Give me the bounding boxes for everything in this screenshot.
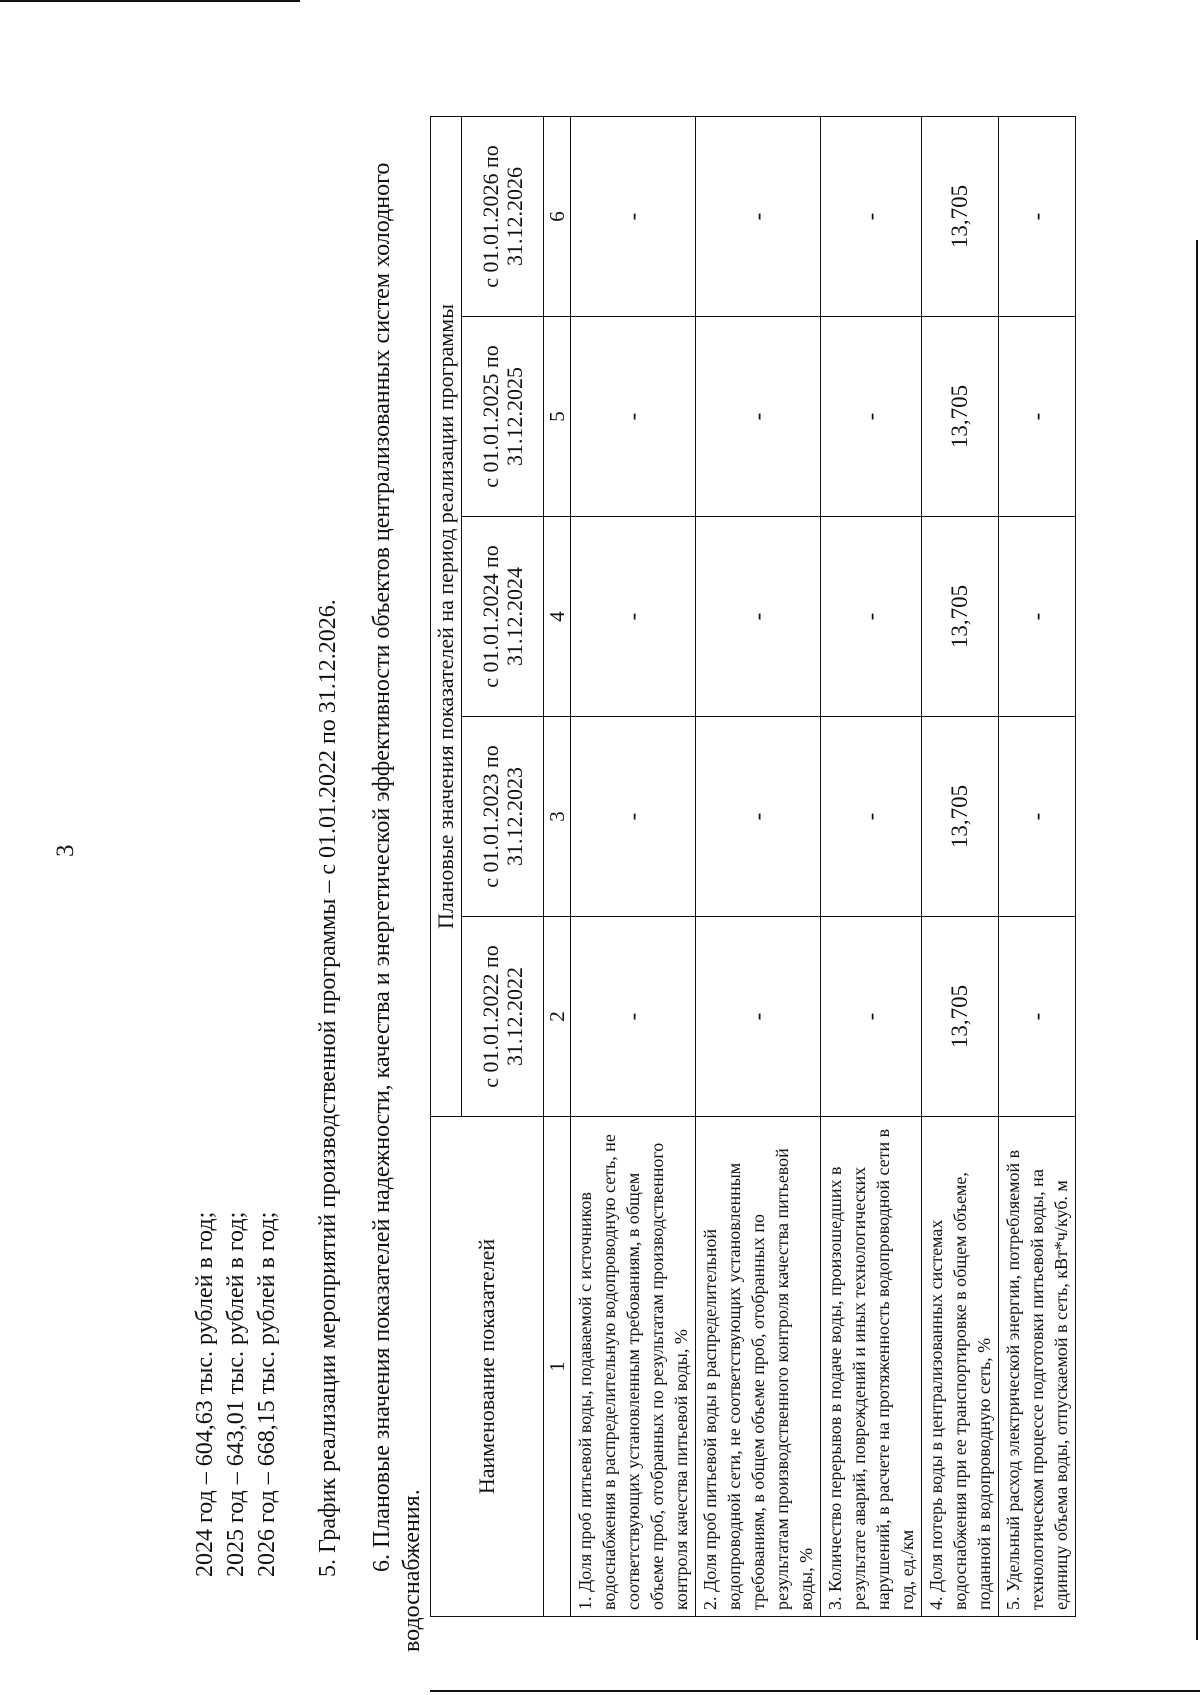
page-number: 3 <box>52 844 79 857</box>
indicator-name: 5. Удельный расход электрической энергии, потребляемой в технологическом процессе подготовки питьевой воды, на единицу объема воды, отпускаемой в сеть, кВт*ч/куб. м <box>999 1117 1076 1617</box>
indicator-value: - <box>999 116 1076 316</box>
period-header: с 01.01.2026 по 31.12.2026 <box>462 116 544 316</box>
indicator-value: - <box>696 517 821 717</box>
indicator-value: - <box>696 717 821 917</box>
indicator-name: 3. Количество перерывов в подаче воды, произошедших в результате аварий, повреждений и иных технологических нарушений, в расчете на протяженность водопроводной сети в год, ед./км <box>821 1117 922 1617</box>
rotated-page <box>40 57 1160 1652</box>
indicator-value: - <box>696 917 821 1117</box>
indicator-name: 2. Доля проб питьевой воды в распределительной водопроводной сети, не соответствующих установленным требованиям, в общем объеме проб, отобранных по результатам производственного контроля качества питьевой воды, % <box>696 1117 821 1617</box>
name-column-header: Наименование показателей <box>431 1117 544 1617</box>
indicator-value: - <box>821 116 922 316</box>
indicator-value: - <box>821 317 922 517</box>
column-number: 2 <box>544 917 571 1117</box>
period-header: с 01.01.2023 по 31.12.2023 <box>462 717 544 917</box>
indicators-table <box>430 116 1076 1617</box>
column-number: 1 <box>544 1117 571 1617</box>
budget-line: 2024 год – 604,63 тыс. рублей в год; <box>192 1211 218 1577</box>
section-5-heading: 5. График реализации мероприятий производственной программы – с 01.01.2022 по 31.12.2026. <box>315 599 341 1577</box>
indicator-value: - <box>571 317 696 517</box>
table-row <box>571 116 696 1616</box>
column-number: 4 <box>544 517 571 717</box>
indicator-value: - <box>999 517 1076 717</box>
indicator-value: - <box>999 317 1076 517</box>
indicator-value: 13,705 <box>922 116 999 316</box>
indicator-value: 13,705 <box>922 717 999 917</box>
column-number: 3 <box>544 717 571 917</box>
indicator-name: 1. Доля проб питьевой воды, подаваемой с источников водоснабжения в распределительную водопроводную сеть, не соответствующих установленным требованиям, в общем объеме проб, отобранных по результатам производственного контроля качества питьевой воды, % <box>571 1117 696 1617</box>
indicator-name: 4. Доля потерь воды в централизованных системах водоснабжения при ее транспортировке в общем объеме, поданной в водопроводную сеть, % <box>922 1117 999 1617</box>
budget-line: 2026 год – 668,15 тыс. рублей в год; <box>254 1211 280 1577</box>
scan-edge-line <box>430 1690 1200 1692</box>
scan-edge-line <box>0 0 300 2</box>
indicator-value: - <box>571 717 696 917</box>
indicator-value: - <box>821 717 922 917</box>
indicator-value: 13,705 <box>922 317 999 517</box>
table-row <box>821 116 922 1616</box>
period-header: с 01.01.2025 по 31.12.2025 <box>462 317 544 517</box>
budget-list <box>190 1212 283 1577</box>
section-6-heading: 6. Плановые значения показателей надежности, качества и энергетической эффективности объектов централизованных систем холодного водоснабжения. <box>369 162 425 1652</box>
indicator-value: - <box>821 517 922 717</box>
indicator-value: - <box>821 917 922 1117</box>
table-row <box>999 116 1076 1616</box>
indicator-value: - <box>696 317 821 517</box>
group-header: Плановые значения показателей на период реализации программы <box>431 116 462 1116</box>
budget-line: 2025 год – 643,01 тыс. рублей в год; <box>223 1211 249 1577</box>
column-number: 6 <box>544 116 571 316</box>
indicator-value: - <box>999 717 1076 917</box>
indicator-value: 13,705 <box>922 517 999 717</box>
table-row <box>922 116 999 1616</box>
period-header: с 01.01.2022 по 31.12.2022 <box>462 917 544 1117</box>
indicator-value: - <box>571 116 696 316</box>
indicator-value: - <box>571 917 696 1117</box>
table-row <box>696 116 821 1616</box>
indicator-value: - <box>696 116 821 316</box>
indicator-value: - <box>999 917 1076 1117</box>
indicator-value: 13,705 <box>922 917 999 1117</box>
period-header: с 01.01.2024 по 31.12.2024 <box>462 517 544 717</box>
column-number: 5 <box>544 317 571 517</box>
indicator-value: - <box>571 517 696 717</box>
scan-edge-line <box>1196 240 1198 1640</box>
